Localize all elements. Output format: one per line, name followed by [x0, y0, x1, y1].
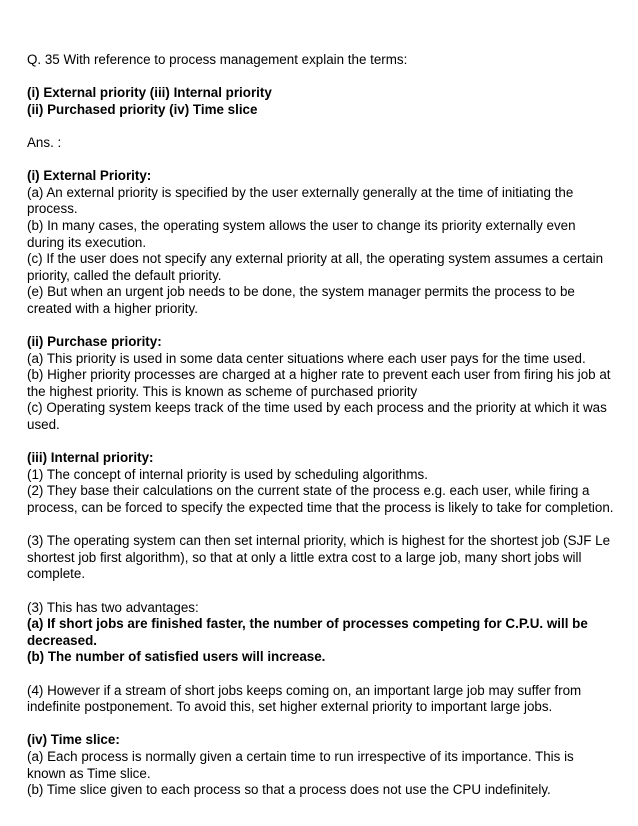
internal-point-3: (3) The operating system can then set internal priority, which is highest for the shortest job (SJF Le shortest job first algorithm), so that at only a little extra cost to a large job, many short jobs will complete.	[27, 533, 611, 582]
question-text: Q. 35 With reference to process management explain the terms:	[27, 52, 408, 67]
time-slice-point-a: (a) Each process is normally given a certain time to run irrespective of its importance. This is known as Time slice.	[27, 748, 574, 781]
spacer	[27, 118, 615, 135]
spacer	[27, 152, 615, 169]
external-point-a: (a) An external priority is specified by the user externally generally at the time of initiating the process.	[27, 184, 574, 217]
advantage-a: (a) If short jobs are finished faster, the number of processes competing for C.P.U. will be decreased.	[27, 616, 588, 648]
purchase-point-b: (b) Higher priority processes are charged at a higher rate to prevent each user from firing his job at the highest priority. This is known as scheme of purchased priority	[27, 367, 611, 399]
external-point-c: (c) If the user does not specify any external priority at all, the operating system assumes a certain priority, called the default priority.	[27, 251, 604, 283]
spacer	[27, 666, 615, 683]
spacer	[27, 517, 615, 534]
advantage-b: (b) The number of satisfied users will increase.	[27, 649, 326, 665]
internal-point-1: (1) The concept of internal priority is used by scheduling algorithms.	[27, 466, 428, 482]
internal-point-4: (4) However if a stream of short jobs keeps coming on, an important large job may suffer from indefinite postponement. To avoid this, set higher external priority to important large jobs.	[27, 682, 582, 715]
spacer	[27, 434, 615, 451]
external-point-b: (b) In many cases, the operating system allows the user to change its priority externally even during its execution.	[27, 217, 576, 250]
internal-point-2: (2) They base their calculations on the current state of the process e.g. each user, while firing a process, can be forced to specify the expected time that the process is likely to take for completion.	[27, 483, 614, 516]
purchase-point-c: (c) Operating system keeps track of the time used by each process and the priority at which it was used.	[27, 400, 607, 433]
spacer	[27, 318, 615, 335]
answer-label: Ans. :	[27, 134, 62, 150]
external-priority-heading: (i) External Priority:	[27, 168, 152, 184]
spacer	[27, 583, 615, 600]
terms-line-1: (i) External priority (iii) Internal priority	[27, 85, 272, 101]
internal-priority-heading: (iii) Internal priority:	[27, 450, 154, 466]
internal-advantages-intro: (3) This has two advantages:	[27, 599, 199, 615]
time-slice-point-b: (b) Time slice given to each process so that a process does not use the CPU indefinitely.	[27, 782, 551, 798]
document-page	[27, 52, 615, 799]
purchase-priority-heading: (ii) Purchase priority:	[27, 334, 162, 350]
spacer	[27, 716, 615, 733]
terms-line-2: (ii) Purchased priority (iv) Time slice	[27, 101, 258, 117]
time-slice-heading: (iv) Time slice:	[27, 732, 120, 748]
external-point-e: (e) But when an urgent job needs to be done, the system manager permits the process to be created with a higher priority.	[27, 284, 575, 316]
spacer	[27, 69, 615, 86]
purchase-point-a: (a) This priority is used in some data center situations where each user pays for the time used.	[27, 350, 586, 366]
